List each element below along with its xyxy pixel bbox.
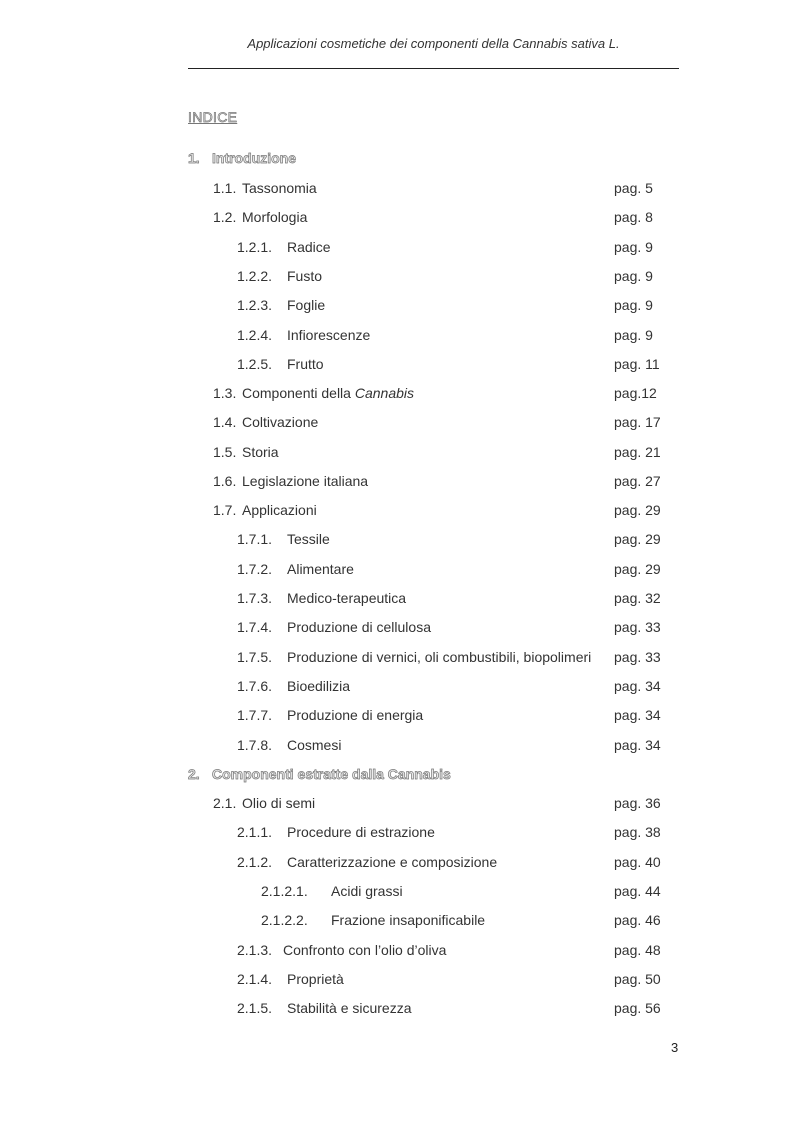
toc-entry-page: pag. 11 xyxy=(614,356,660,372)
toc-entry-number: 1.2.2. xyxy=(237,268,273,284)
toc-entry-label: Acidi grassi xyxy=(331,883,403,899)
toc-entry-label: Frutto xyxy=(287,356,324,372)
toc-entry-number: 1.7.5. xyxy=(237,649,273,665)
toc-entry-label: Produzione di cellulosa xyxy=(287,619,431,635)
toc-entry-label: Alimentare xyxy=(287,561,354,577)
toc-entry-label: Infiorescenze xyxy=(287,327,371,343)
toc-entry-page: pag. 56 xyxy=(614,1000,661,1016)
toc-entry-number: 1.2.1. xyxy=(237,239,273,255)
toc-entry-number: 2. xyxy=(188,766,200,782)
toc-entry-number: 1.7. xyxy=(213,502,237,518)
toc-entry-number: 1.2.5. xyxy=(237,356,273,372)
toc-entry-number: 1.7.7. xyxy=(237,707,273,723)
toc-entry-number: 1.7.4. xyxy=(237,619,273,635)
toc-entry-page: pag. 32 xyxy=(614,590,661,606)
toc-entry-label: Olio di semi xyxy=(242,795,316,811)
toc-entry-page: pag. 21 xyxy=(614,444,661,460)
toc-entry-label: Confronto con l’olio d’oliva xyxy=(283,942,447,958)
toc-entry-number: 1.7.6. xyxy=(237,678,273,694)
toc-entry-label: Produzione di energia xyxy=(287,707,424,723)
toc-title: INDICE xyxy=(188,109,238,125)
toc-entry-label: Legislazione italiana xyxy=(242,473,369,489)
toc-entry-page: pag. 27 xyxy=(614,473,661,489)
toc-entry-page: pag. 34 xyxy=(614,737,661,753)
toc-entry-label: Tassonomia xyxy=(242,180,317,196)
toc-entry-page: pag. 38 xyxy=(614,824,661,840)
toc-entry-number: 2.1.1. xyxy=(237,824,273,840)
toc-entry-label: Frazione insaponificabile xyxy=(331,912,486,928)
toc-entry-label: Componenti estratte dalla Cannabis xyxy=(212,766,451,782)
page-number: 3 xyxy=(671,1040,679,1055)
toc-entry-label: Foglie xyxy=(287,297,326,313)
toc-entry-number: 1.4. xyxy=(213,414,237,430)
toc-entry-label: Proprietà xyxy=(287,971,344,987)
toc-entry-label: Coltivazione xyxy=(242,414,319,430)
toc-entry-page: pag. 9 xyxy=(614,297,653,313)
toc-entry-number: 1.2.3. xyxy=(237,297,273,313)
header-rule xyxy=(188,68,679,69)
toc-entry-number: 2.1.2.2. xyxy=(261,912,308,928)
toc-entry-label: Fusto xyxy=(287,268,323,284)
toc-entry-label: Procedure di estrazione xyxy=(287,824,435,840)
toc-entry-page: pag. 44 xyxy=(614,883,661,899)
toc-entry-number: 1.2. xyxy=(213,209,237,225)
toc-entry-label: Componenti della Cannabis xyxy=(242,385,415,401)
toc-entry-number: 2.1.4. xyxy=(237,971,273,987)
toc-entry-label: Storia xyxy=(242,444,279,460)
toc-entry-number: 1. xyxy=(188,150,200,166)
toc-entry-page: pag. 9 xyxy=(614,268,653,284)
toc-entry-number: 1.7.1. xyxy=(237,531,273,547)
toc-entry-label: Radice xyxy=(287,239,331,255)
toc-entry-label: Caratterizzazione e composizione xyxy=(287,854,498,870)
toc-entry-page: pag. 29 xyxy=(614,531,661,547)
toc-entry-number: 2.1.5. xyxy=(237,1000,273,1016)
toc-entry-label: Stabilità e sicurezza xyxy=(287,1000,412,1016)
toc-entry-page: pag. 17 xyxy=(614,414,661,430)
toc-entry-number: 1.2.4. xyxy=(237,327,273,343)
toc-entry-label: Introduzione xyxy=(212,150,296,166)
toc-entry-page: pag. 29 xyxy=(614,561,661,577)
toc-entry-page: pag. 33 xyxy=(614,649,661,665)
toc-entry-page: pag. 8 xyxy=(614,209,653,225)
toc-entry-number: 2.1.3. xyxy=(237,942,273,958)
toc-entry-page: pag. 46 xyxy=(614,912,661,928)
toc-entry-number: 1.1. xyxy=(213,180,237,196)
toc-entry-page: pag. 34 xyxy=(614,678,661,694)
toc-entry-label: Morfologia xyxy=(242,209,308,225)
toc-entry-number: 1.6. xyxy=(213,473,237,489)
toc-entry-page: pag. 48 xyxy=(614,942,661,958)
toc-entry-page: pag. 34 xyxy=(614,707,661,723)
toc-entry-page: pag. 9 xyxy=(614,239,653,255)
toc-entry-number: 1.7.3. xyxy=(237,590,273,606)
toc-entry-number: 2.1.2. xyxy=(237,854,273,870)
toc-entry-number: 2.1. xyxy=(213,795,237,811)
toc-entry-label: Cosmesi xyxy=(287,737,342,753)
toc-entry-page: pag. 9 xyxy=(614,327,653,343)
toc-entry-label: Bioedilizia xyxy=(287,678,351,694)
toc-entry-page: pag. 50 xyxy=(614,971,661,987)
toc-entry-label-italic: Cannabis xyxy=(354,385,415,401)
toc-entry-page: pag.12 xyxy=(614,385,657,401)
toc-entry-number: 1.7.8. xyxy=(237,737,273,753)
toc-entry-page: pag. 29 xyxy=(614,502,661,518)
toc-entry-page: pag. 36 xyxy=(614,795,661,811)
toc-entry-label: Tessile xyxy=(287,531,330,547)
toc-entry-number: 1.3. xyxy=(213,385,237,401)
toc-entry-number: 2.1.2.1. xyxy=(261,883,308,899)
toc-entry-label: Produzione di vernici, oli combustibili, biopolimeri xyxy=(287,649,592,665)
running-header: Applicazioni cosmetiche dei componenti della Cannabis sativa L. xyxy=(247,36,620,51)
toc-entry-page: pag. 33 xyxy=(614,619,661,635)
toc-entry-label: Medico-terapeutica xyxy=(287,590,407,606)
toc-entry-page: pag. 40 xyxy=(614,854,661,870)
toc-entry-number: 1.5. xyxy=(213,444,237,460)
toc-entry-number: 1.7.2. xyxy=(237,561,273,577)
toc-entry-label: Applicazioni xyxy=(242,502,317,518)
toc-entry-page: pag. 5 xyxy=(614,180,653,196)
